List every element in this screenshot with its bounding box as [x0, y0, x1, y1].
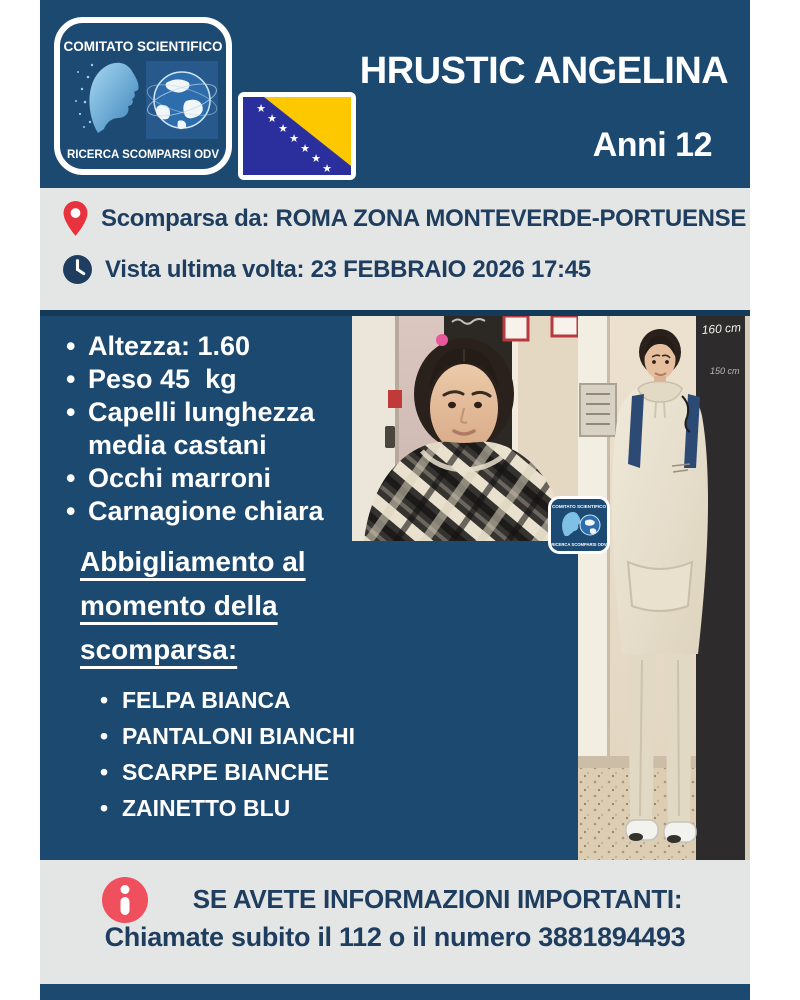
missing-person-poster	[40, 0, 750, 1000]
info-icon	[102, 877, 148, 923]
header-section	[40, 0, 750, 188]
svg-text:★: ★	[311, 153, 321, 165]
height-marking-160: 160 cm	[701, 320, 742, 337]
svg-text:★: ★	[256, 103, 266, 115]
clothing-item: • FELPA BIANCA	[40, 682, 352, 718]
org-logo-graphic	[54, 17, 232, 175]
height-marking-150: 150 cm	[710, 366, 740, 376]
clothing-heading-line: Abbigliamento al	[80, 546, 306, 577]
footer-section	[40, 860, 750, 984]
badge-bottom-text: RICERCA SCOMPARSI ODV	[551, 542, 607, 547]
details-column	[40, 330, 355, 826]
location-row	[62, 200, 746, 237]
clothing-heading-line: momento della	[80, 590, 278, 621]
bosnia-herzegovina-flag-icon	[238, 92, 356, 180]
clock-icon	[62, 254, 93, 285]
photo-portrait	[352, 316, 578, 541]
clothing-item: • ZAINETTO BLU	[40, 790, 352, 826]
characteristic-item: • Capelli lunghezza media castani	[40, 396, 352, 462]
bottom-strip	[40, 984, 750, 1000]
info-bar	[40, 188, 750, 310]
characteristic-item: • Occhi marroni	[40, 462, 352, 495]
characteristic-item: • Peso 45 kg	[40, 363, 352, 396]
person-name: HRUSTIC ANGELINA	[359, 50, 729, 92]
org-badge	[548, 496, 610, 554]
footer-warning-text: SE AVETE INFORMAZIONI IMPORTANTI:	[192, 884, 683, 914]
clothing-item: • SCARPE BIANCHE	[40, 754, 352, 790]
globe-icon	[144, 61, 220, 139]
characteristic-item: • Carnagione chiara	[40, 495, 352, 528]
characteristic-item: • Altezza: 1.60	[40, 330, 352, 363]
location-text: Scomparsa da: ROMA ZONA MONTEVERDE-PORTUENSE	[101, 204, 747, 232]
clothing-heading-line: scomparsa:	[80, 634, 238, 665]
logo-bottom-text: RICERCA SCOMPARSI ODV	[66, 149, 220, 161]
svg-text:★: ★	[300, 143, 310, 155]
svg-text:★: ★	[278, 123, 288, 135]
svg-text:★: ★	[289, 133, 299, 145]
badge-top-text: COMITATO SCIENTIFICO	[551, 504, 607, 509]
main-section	[40, 310, 750, 860]
clothing-item: • PANTALONI BIANCHI	[40, 718, 352, 754]
clothing-list	[40, 682, 355, 826]
location-pin-icon	[62, 200, 89, 237]
org-logo	[54, 17, 232, 175]
svg-text:★: ★	[267, 113, 277, 125]
last-seen-text: Vista ultima volta: 23 FEBBRAIO 2026 17:45	[105, 255, 591, 283]
photo-full-body	[578, 316, 750, 860]
logo-top-text: COMITATO SCIENTIFICO	[63, 39, 223, 54]
svg-text:★: ★	[322, 163, 332, 175]
last-seen-row	[62, 254, 591, 285]
characteristics-list	[40, 330, 352, 528]
footer-phone-text: Chiamate subito il 112 o il numero 3881894493	[104, 922, 686, 952]
clothing-heading	[80, 540, 352, 672]
person-age: Anni 12	[592, 126, 712, 164]
